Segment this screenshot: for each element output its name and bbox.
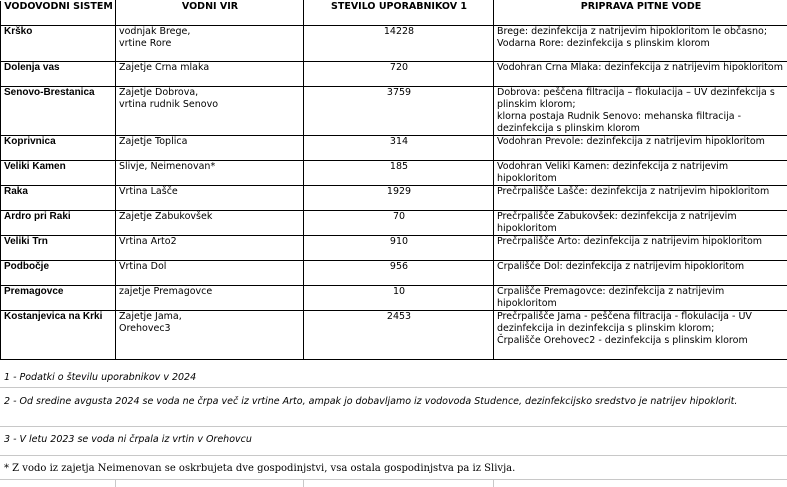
users-cell: 3759	[304, 87, 494, 136]
users-cell: 720	[304, 62, 494, 87]
source-cell: zajetje Premagovce	[116, 286, 304, 311]
treatment-cell: Vodohran Črna Mlaka: dezinfekcija z natrijevim hipokloritom	[494, 62, 787, 87]
source-cell: Slivje, Neimenovan*	[116, 161, 304, 186]
treatment-cell: Prečrpališče Lašče: dezinfekcija z natrijevim hipokloritom	[494, 186, 787, 211]
source-cell: Vrtina Lašče	[116, 186, 304, 211]
treatment-cell: Prečrpališče Arto: dezinfekcija z natrijevim hipokloritom	[494, 236, 787, 261]
users-cell: 910	[304, 236, 494, 261]
header-system: VODOVODNI SISTEM	[1, 1, 116, 26]
system-cell: Raka	[1, 186, 116, 211]
treatment-cell: Črpališče Dol: dezinfekcija z natrijevim hipokloritom	[494, 261, 787, 286]
grid-line	[493, 479, 494, 487]
system-cell: Premagovce	[1, 286, 116, 311]
users-cell: 10	[304, 286, 494, 311]
system-cell: Podbočje	[1, 261, 116, 286]
footnote-4: * Z vodo iz zajetja Neimenovan se oskrbujeta dve gospodinjstvi, vsa ostala gospodinjstva pa iz Slivja.	[4, 463, 516, 474]
users-cell: 2453	[304, 311, 494, 360]
source-cell: Vrtina Arto2	[116, 236, 304, 261]
treatment-cell: Vodohran Veliki Kamen: dezinfekcija z natrijevim hipokloritom	[494, 161, 787, 186]
users-cell: 70	[304, 211, 494, 236]
system-cell: Kostanjevica na Krki	[1, 311, 116, 360]
system-cell: Veliki Kamen	[1, 161, 116, 186]
footnote-divider	[0, 426, 787, 427]
treatment-cell: Vodohran Prevole: dezinfekcija z natrijevim hipokloritom	[494, 136, 787, 161]
users-cell: 14228	[304, 26, 494, 62]
treatment-cell: Prečrpališče Jama - peščena filtracija - flokulacija - UV dezinfekcija in dezinfekcija s plinskim klorom; Črpališče Orehovec2 - dezinfekcija s plinskim klorom	[494, 311, 787, 360]
treatment-cell: Brege: dezinfekcija z natrijevim hipokloritom le občasno; Vodarna Rore: dezinfekcija s plinskim klorom	[494, 26, 787, 62]
source-cell: vodnjak Brege, vrtine Rore	[116, 26, 304, 62]
treatment-cell: Dobrova: peščena filtracija – flokulacija – UV dezinfekcija s plinskim klorom; klorna postaja Rudnik Senovo: mehanska filtracija - dezinfekcija s plinskim klorom	[494, 87, 787, 136]
footnote-divider	[0, 479, 787, 480]
source-cell: Zajetje Črna mlaka	[116, 62, 304, 87]
users-cell: 1929	[304, 186, 494, 211]
treatment-cell: Črpališče Premagovce: dezinfekcija z natrijevim hipokloritom	[494, 286, 787, 311]
system-cell: Ardro pri Raki	[1, 211, 116, 236]
source-cell: Zajetje Dobrova, vrtina rudnik Senovo	[116, 87, 304, 136]
footnote-1: 1 - Podatki o številu uporabnikov v 2024	[4, 372, 197, 383]
treatment-cell: Prečrpališče Zabukovšek: dezinfekcija z natrijevim hipokloritom	[494, 211, 787, 236]
source-cell: Zajetje Zabukovšek	[116, 211, 304, 236]
grid-line	[303, 479, 304, 487]
footnote-3: 3 - V letu 2023 se voda ni črpala iz vrtin v Orehovcu	[4, 434, 252, 445]
users-cell: 185	[304, 161, 494, 186]
header-users: ŠTEVILO UPORABNIKOV 1	[304, 1, 494, 26]
users-cell: 314	[304, 136, 494, 161]
footnote-2: 2 - Od sredine avgusta 2024 se voda ne črpa več iz vrtine Arto, ampak jo dobavljamo iz vodovoda Studence, dezinfekcijsko sredstvo je natrijev hipoklorit.	[4, 396, 738, 407]
source-cell: Zajetje Jama, Orehovec3	[116, 311, 304, 360]
users-cell: 956	[304, 261, 494, 286]
system-cell: Koprivnica	[1, 136, 116, 161]
header-treatment: PRIPRAVA PITNE VODE	[494, 1, 787, 26]
grid-line	[115, 479, 116, 487]
source-cell: Zajetje Toplica	[116, 136, 304, 161]
footnote-divider	[0, 387, 787, 388]
source-cell: Vrtina Dol	[116, 261, 304, 286]
system-cell: Veliki Trn	[1, 236, 116, 261]
header-source: VODNI VIR	[116, 1, 304, 26]
system-cell: Dolenja vas	[1, 62, 116, 87]
system-cell: Krško	[1, 26, 116, 62]
system-cell: Senovo-Brestanica	[1, 87, 116, 136]
footnote-divider	[0, 455, 787, 456]
